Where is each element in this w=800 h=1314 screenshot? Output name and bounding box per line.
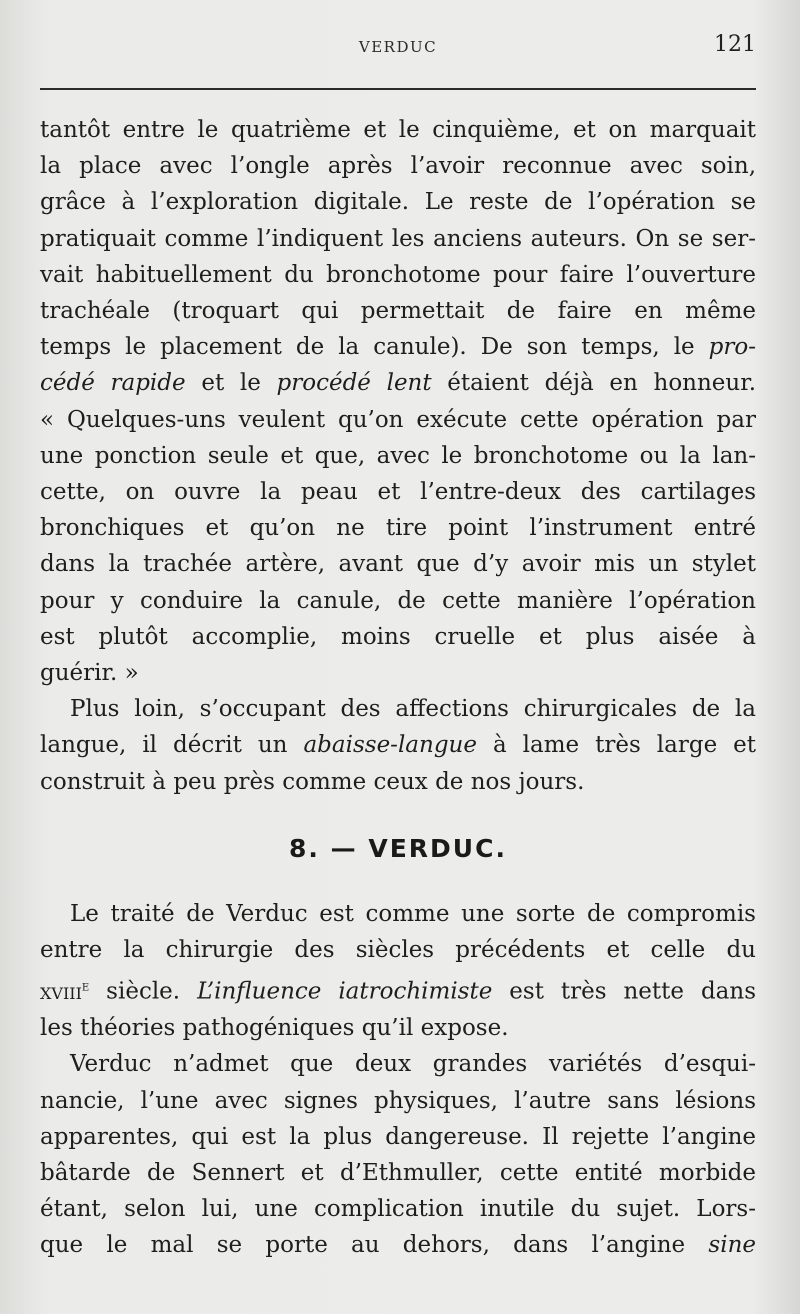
section-title: VERDUC. [368,833,507,863]
text-line: Le traité de Verduc est comme une sorte de compromis [70,900,756,927]
text-line: la place avec l’ongle après l’avoir reconnue avec soin, [40,153,756,180]
century-superscript: e [81,978,90,995]
section-dash: — [330,833,358,863]
text-line: trachéale (troquart qui permettait de faire en même [40,298,756,325]
quote-line: « Quelques-uns veulent qu’on exécute cette opération par [40,406,756,433]
century-numeral: xviii$^e$ [40,978,90,1005]
text-run: langue, il décrit un [40,732,288,759]
text-run: à lame très large et [492,732,757,759]
text-line [40,1227,756,1263]
text-line: Verduc n’admet que deux grandes variétés d’esqui- [70,1051,756,1078]
body-text [40,112,756,1264]
section-heading [40,834,756,863]
text-run: temps le placement de la canule). De son temps, le [40,334,695,361]
running-header [40,28,756,68]
italic-term: sine [708,1232,756,1259]
text-line [40,365,756,401]
quote-line: cette, on ouvre la peau et l’entre-deux des cartilages [40,479,756,506]
text-line [40,329,756,365]
text-line [40,727,756,763]
text-line: construit à peu près comme ceux de nos jours. [40,768,585,795]
text-run: et le [201,370,261,397]
quote-line: une ponction seule et que, avec le bronchotome ou la lan- [40,442,756,469]
text-run: est très nette dans [509,978,757,1005]
header-rule [40,88,756,90]
italic-term: pro- [708,334,757,361]
quote-line: pour y conduire la canule, de cette manière l’opération [40,587,756,614]
italic-term: abaisse-langue [303,732,477,759]
page-number: 121 [714,32,756,57]
text-line: grâce à l’exploration digitale. Le reste de l’opération se [40,189,756,216]
running-title: VERDUC [358,38,438,56]
italic-term: procédé lent [276,370,432,397]
text-run: que le mal se porte au dehors, dans l’angine [40,1232,686,1259]
text-line: nancie, l’une avec signes physiques, l’autre sans lésions [40,1087,756,1114]
quote-line: bronchiques et qu’on ne tire point l’instrument entré [40,515,756,542]
text-line: les théories pathogéniques qu’il expose. [40,1015,509,1042]
quote-line: guérir. » [40,660,139,687]
quote-line: dans la trachée artère, avant que d’y avoir mis un stylet [40,551,756,578]
text-line: tantôt entre le quatrième et le cinquième, et on marquait [40,117,756,143]
section-number: 8. [289,833,320,863]
italic-term: L’influence iatrochimiste [197,978,493,1005]
text-line: bâtarde de Sennert et d’Ethmuller, cette entité morbide [40,1159,756,1186]
text-line [40,968,756,1010]
italic-term: cédé rapide [40,370,186,397]
text-run: siècle. [106,978,181,1005]
text-line: vait habituellement du bronchotome pour faire l’ouverture [40,261,756,288]
text-line: apparentes, qui est la plus dangereuse. Il rejette l’angine [40,1123,756,1150]
text-line: entre la chirurgie des siècles précédents et celle du [40,937,756,964]
text-line: Plus loin, s’occupant des affections chirurgicales de la [70,696,756,723]
text-run: étaient déjà en honneur. [447,370,757,397]
text-line: pratiquait comme l’indiquent les anciens auteurs. On se ser- [40,225,756,252]
quote-line: est plutôt accomplie, moins cruelle et plus aisée à [40,623,756,650]
text-line: étant, selon lui, une complication inutile du sujet. Lors- [40,1196,756,1223]
